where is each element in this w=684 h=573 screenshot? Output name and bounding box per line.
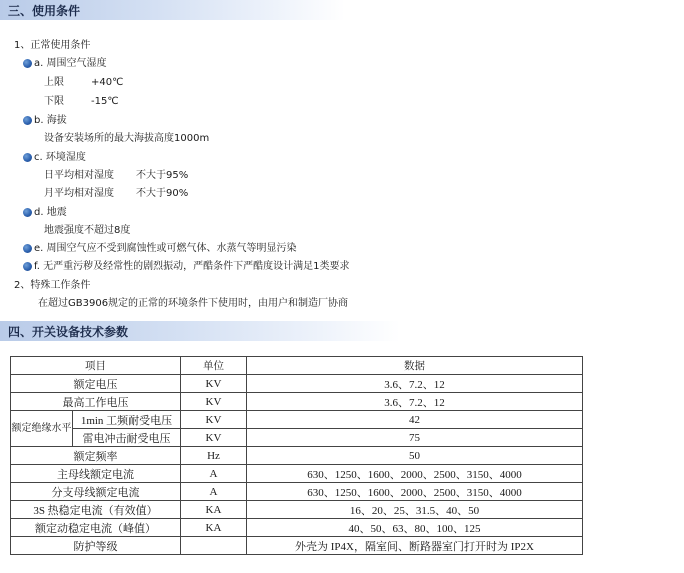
item-f-label: f. 无严重污秽及经常性的剧烈振动，严酷条件下严酷度设计满足1类要求 — [34, 261, 350, 272]
table-row — [11, 393, 583, 411]
bullet-icon — [23, 59, 32, 68]
bullet-icon — [23, 244, 32, 253]
row-unit: KV — [181, 393, 247, 411]
header-item: 项目 — [11, 357, 181, 375]
header-data: 数据 — [247, 357, 583, 375]
row-item: 最高工作电压 — [11, 393, 181, 411]
row-value: 16、20、25、31.5、40、50 — [247, 501, 583, 519]
table-row — [11, 465, 583, 483]
lower-limit-label: 下限 — [44, 96, 64, 107]
section-3-title: 三、使用条件 — [8, 4, 81, 18]
row-item: 1min 工频耐受电压 — [73, 411, 181, 429]
lower-limit-value: -15℃ — [91, 96, 119, 107]
row-value: 50 — [247, 447, 583, 465]
row-unit: KV — [181, 375, 247, 393]
section-4-header-bar — [0, 321, 400, 341]
row-unit — [181, 537, 247, 555]
item-b-label: b. 海拔 — [34, 115, 67, 126]
row-value: 630、1250、1600、2000、2500、3150、4000 — [247, 483, 583, 501]
row-item: 额定电压 — [11, 375, 181, 393]
table-row — [11, 429, 583, 447]
upper-limit-value: +40℃ — [91, 77, 124, 88]
row-item: 3S 热稳定电流（有效值） — [11, 501, 181, 519]
section-3-header-bar — [0, 0, 345, 20]
row-value: 40、50、63、80、100、125 — [247, 519, 583, 537]
item-d-label: d. 地震 — [34, 207, 67, 218]
item-c-label: c. 环境湿度 — [34, 152, 86, 163]
daily-humidity-value: 不大于95% — [136, 170, 189, 181]
bullet-icon — [23, 208, 32, 217]
row-item: 分支母线额定电流 — [11, 483, 181, 501]
row-value: 42 — [247, 411, 583, 429]
row-group-label: 额定绝缘水平 — [11, 411, 73, 447]
bullet-icon — [23, 153, 32, 162]
row-item: 雷电冲击耐受电压 — [73, 429, 181, 447]
table-header-row — [11, 357, 583, 375]
row-value: 3.6、7.2、12 — [247, 393, 583, 411]
bullet-icon — [23, 116, 32, 125]
special-conditions-text: 在超过GB3906规定的正常的环境条件下使用时，由用户和制造厂协商 — [38, 298, 349, 309]
item-a-label: a. 周围空气湿度 — [34, 58, 107, 69]
row-unit: KV — [181, 411, 247, 429]
table-row — [11, 537, 583, 555]
monthly-humidity-value: 不大于90% — [136, 188, 189, 199]
table-row — [11, 411, 583, 429]
row-unit: A — [181, 465, 247, 483]
item-e-label: e. 周围空气应不受到腐蚀性或可燃气体、水蒸气等明显污染 — [34, 243, 297, 254]
upper-limit-label: 上限 — [44, 77, 64, 88]
row-item: 额定频率 — [11, 447, 181, 465]
row-value: 75 — [247, 429, 583, 447]
tech-params-table — [10, 356, 583, 555]
header-unit: 单位 — [181, 357, 247, 375]
row-unit: A — [181, 483, 247, 501]
row-item: 防护等级 — [11, 537, 181, 555]
row-unit: KA — [181, 501, 247, 519]
earthquake-text: 地震强度不超过8度 — [44, 225, 131, 236]
table-row — [11, 375, 583, 393]
row-item: 主母线额定电流 — [11, 465, 181, 483]
daily-humidity-label: 日平均相对湿度 — [44, 170, 114, 181]
table-row — [11, 447, 583, 465]
table-row — [11, 519, 583, 537]
row-value: 外壳为 IP4X，隔室间、断路器室门打开时为 IP2X — [247, 537, 583, 555]
normal-conditions-title: 1、正常使用条件 — [14, 40, 91, 51]
row-unit: KV — [181, 429, 247, 447]
table-row — [11, 483, 583, 501]
table-row — [11, 501, 583, 519]
altitude-text: 设备安装场所的最大海拔高度1000m — [44, 133, 210, 144]
row-unit: Hz — [181, 447, 247, 465]
section-4-title: 四、开关设备技术参数 — [8, 325, 129, 339]
bullet-icon — [23, 262, 32, 271]
monthly-humidity-label: 月平均相对湿度 — [44, 188, 114, 199]
row-value: 3.6、7.2、12 — [247, 375, 583, 393]
row-unit: KA — [181, 519, 247, 537]
special-conditions-title: 2、特殊工作条件 — [14, 280, 91, 291]
row-item: 额定动稳定电流（峰值） — [11, 519, 181, 537]
row-value: 630、1250、1600、2000、2500、3150、4000 — [247, 465, 583, 483]
